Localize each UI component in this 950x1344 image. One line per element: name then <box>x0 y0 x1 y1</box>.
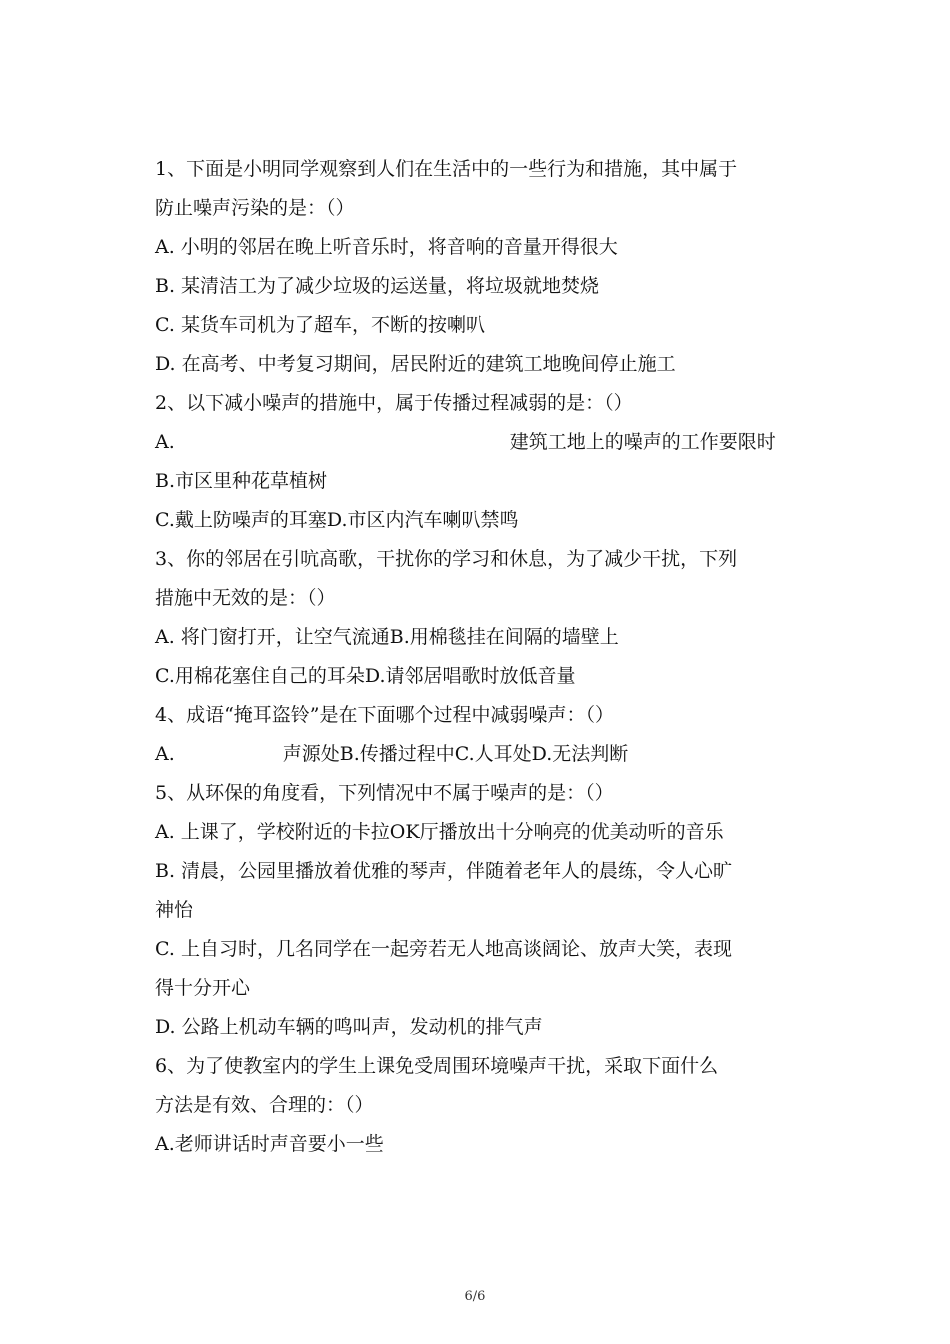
question-1-option-a: A. 小明的邻居在晚上听音乐时，将音响的音量开得很大 <box>155 236 618 258</box>
question-1-line-2: 防止噪声污染的是：（） <box>155 197 355 219</box>
question-text <box>155 150 815 1164</box>
question-1-option-d: D. 在高考、中考复习期间，居民附近的建筑工地晚间停止施工 <box>155 353 676 375</box>
question-2-option-a-text: 建筑工地上的噪声的工作要限时 <box>509 431 776 453</box>
question-2-option-b: B.市区里种花草植树 <box>155 470 328 492</box>
question-1-option-b: B. 某清洁工为了减少垃圾的运送量，将垃圾就地焚烧 <box>155 275 600 297</box>
question-5-option-c: C. 上自习时，几名同学在一起旁若无人地高谈阔论、放声大笑，表现 <box>155 938 732 960</box>
question-2-option-a-letter: A. <box>155 431 175 453</box>
question-3-option-a-b: A. 将门窗打开，让空气流通B.用棉毯挂在间隔的墙壁上 <box>155 626 619 648</box>
question-5-line-1: 5、从环保的角度看，下列情况中不属于噪声的是：（） <box>155 782 614 804</box>
question-6-line-1: 6、为了使教室内的学生上课免受周围环境噪声干扰，采取下面什么 <box>155 1055 719 1077</box>
question-5-option-b-cont: 神怡 <box>155 899 194 921</box>
question-3-option-c-d: C.用棉花塞住自己的耳朵D.请邻居唱歌时放低音量 <box>155 665 576 687</box>
page-number: 6/6 <box>464 1289 486 1304</box>
question-2-option-c-d: C.戴上防噪声的耳塞D.市区内汽车喇叭禁鸣 <box>155 509 519 531</box>
question-4-line-1: 4、成语“掩耳盗铃”是在下面哪个过程中减弱噪声：（） <box>155 704 615 726</box>
question-2-option-a-row <box>155 423 815 462</box>
question-1-line-1: 1、下面是小明同学观察到人们在生活中的一些行为和措施，其中属于 <box>155 158 738 180</box>
question-2-line-1: 2、以下减小噪声的措施中，属于传播过程减弱的是：（） <box>155 392 633 414</box>
question-6-line-2: 方法是有效、合理的：（） <box>155 1094 374 1116</box>
question-1-option-c: C. 某货车司机为了超车，不断的按喇叭 <box>155 314 485 336</box>
question-4-options-text: 声源处B.传播过程中C.人耳处D.无法判断 <box>282 743 629 765</box>
question-5-option-c-cont: 得十分开心 <box>155 977 251 999</box>
question-3-line-2: 措施中无效的是：（） <box>155 587 336 609</box>
question-5-option-a: A. 上课了，学校附近的卡拉OK厅播放出十分响亮的优美动听的音乐 <box>155 821 724 843</box>
question-4-options-row <box>155 735 815 774</box>
question-6-option-a: A.老师讲话时声音要小一些 <box>155 1133 384 1155</box>
question-3-line-1: 3、你的邻居在引吭高歌，干扰你的学习和休息，为了减少干扰，下列 <box>155 548 738 570</box>
question-4-option-a-letter: A. <box>155 743 175 765</box>
question-5-option-b: B. 清晨，公园里播放着优雅的琴声，伴随着老年人的晨练，令人心旷 <box>155 860 733 882</box>
question-5-option-d: D. 公路上机动车辆的鸣叫声，发动机的排气声 <box>155 1016 543 1038</box>
